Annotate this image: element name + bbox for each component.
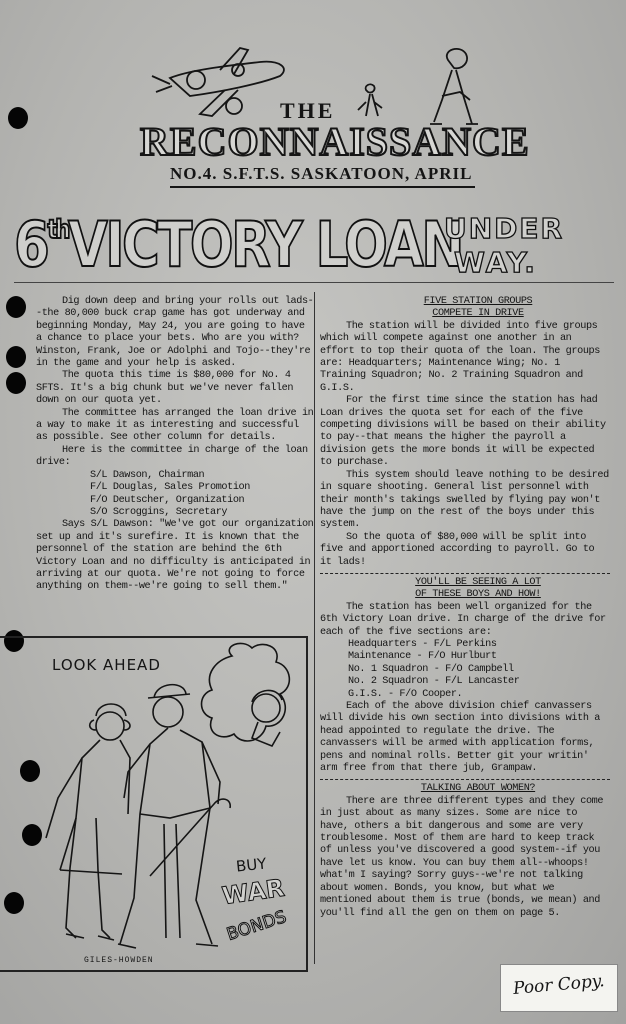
article-paragraph: Each of the above division chief canvassers will divide his own section into divisions with a head appointed to regulate the drive. The canvassers will be armed with application forms, pens and nominal rolls. Better git your writin' arm free from that there jub, Grampaw. xyxy=(320,701,600,775)
masthead-subtitle: NO.4. S.F.T.S. SASKATOON, APRIL xyxy=(170,164,473,183)
headline-rule xyxy=(14,282,614,283)
section-chief: No. 2 Squadron - F/L Lancaster xyxy=(348,676,520,688)
article-paragraph: There are three different types and they come in just about as many sizes. Some are nice to have, others a bit dangerous and some are very troublesome. Most of them are hard to keep track of unless you've discovered a good system--if you have let us know. You can buy them all--whoops! what'm I saying? Sorry guys--we're not talking about women. Bonds, you know, but what we mentioned about them is true (bonds, we mean) and you'll find all the gen on them on page 5. xyxy=(320,795,604,919)
article-paragraph: Here is the committee in charge of the loan drive: xyxy=(36,444,308,469)
section-heading: YOU'LL BE SEEING A LOT xyxy=(415,576,541,588)
cartoon-panel xyxy=(0,636,308,972)
cartoon-caption: LOOK AHEAD xyxy=(52,656,161,674)
masthead-rule xyxy=(170,186,475,188)
cartoon-slogan-war: WAR xyxy=(220,873,287,911)
section-heading: OF THESE BOYS AND HOW! xyxy=(415,589,541,601)
committee-member: S/O Scroggins, Secretary xyxy=(90,506,228,518)
article-paragraph: The committee has arranged the loan drive in a way to make it as interesting and successful as possible. See other column for details. xyxy=(36,407,314,444)
section-divider xyxy=(320,779,610,780)
article-paragraph: This system should leave nothing to be desired in square shooting. General list personnel with their month's takings swelled by flying pay won't have the jump on the rest of the boys under this system. xyxy=(320,469,609,531)
masthead-the: THE xyxy=(280,98,336,123)
column-divider xyxy=(314,292,315,964)
section-heading: TALKING ABOUT WOMEN? xyxy=(420,783,536,795)
committee-member: S/L Dawson, Chairman xyxy=(90,469,205,481)
section-divider xyxy=(320,573,610,574)
section-heading: COMPETE IN DRIVE xyxy=(432,308,524,320)
cartoon-slogan-bonds: BONDS xyxy=(224,907,289,945)
punch-hole xyxy=(8,107,28,129)
punch-hole xyxy=(6,372,26,394)
article-paragraph: The quota this time is $80,000 for No. 4 SFTS. It's a big chunk but we've never fallen down on our quota yet. xyxy=(36,370,294,407)
article-paragraph: Dig down deep and bring your rolls out lads--the 80,000 buck crap game has got underway and beginning Monday, May 24, you are going to have a chance to place your bets. Who are you with? Winston, Frank, Joe or Adolphi and Tojo--they're in the game and your help is asked. xyxy=(36,296,314,370)
headline-underway-line2: WAY. xyxy=(454,246,537,279)
cartoon-artist-signature: GILES-HOWDEN xyxy=(84,956,154,965)
poor-copy-text: Poor Copy. xyxy=(512,971,606,999)
section-chief: No. 1 Squadron - F/O Campbell xyxy=(348,663,514,675)
article-paragraph: The station has been well organized for the 6th Victory Loan drive. In charge of the drive for each of the five sections are: xyxy=(320,601,606,638)
headline-main: 6thVICTORY LOAN xyxy=(14,208,462,281)
section-chief: Headquarters - F/L Perkins xyxy=(348,638,497,650)
poor-copy-stamp xyxy=(500,964,618,1012)
article-paragraph: So the quota of $80,000 will be split into five and apportioned according to payroll. Go to it lads! xyxy=(320,531,595,568)
article-paragraph: For the first time since the station has had Loan drives the quota set for each of the five competing divisions will be based on their ability to pay--that means the higher the payroll a division gets the more bonds it will be expected to purchase. xyxy=(320,395,606,469)
committee-member: F/L Douglas, Sales Promotion xyxy=(90,482,250,494)
left-column xyxy=(36,296,314,594)
section-chief: G.I.S. - F/O Cooper. xyxy=(348,688,463,700)
article-paragraph: The station will be divided into five groups which will compete against one another in an effort to top their quota of the loan. The groups are: Headquarters; Maintenance Wing; No. 1 Training Squadron; No. 2 Training Squadron and G.I.S. xyxy=(320,320,600,394)
punch-hole xyxy=(6,346,26,368)
cartoon-slogan-buy: BUY xyxy=(235,854,268,876)
section-chiefs-list xyxy=(348,639,610,701)
committee-list xyxy=(90,470,314,520)
headline-underway-line1: UNDER xyxy=(444,212,565,245)
masthead-title: RECONNAISSANCE xyxy=(140,119,530,164)
punch-hole xyxy=(6,296,26,318)
section-chief: Maintenance - F/O Hurlburt xyxy=(348,651,497,663)
right-column xyxy=(320,296,610,920)
article-paragraph: Says S/L Dawson: "We've got our organization set up and it's surefire. It is known that the personnel of the station are behind the 6th Victory Loan and no difficulty is anticipated in arriving at our quota. We're not going to force anything on them--we're going to sell them." xyxy=(36,519,314,593)
committee-member: F/O Deutscher, Organization xyxy=(90,494,245,506)
masthead xyxy=(130,40,530,200)
section-heading: FIVE STATION GROUPS xyxy=(423,296,533,307)
headline-underway xyxy=(444,212,564,280)
